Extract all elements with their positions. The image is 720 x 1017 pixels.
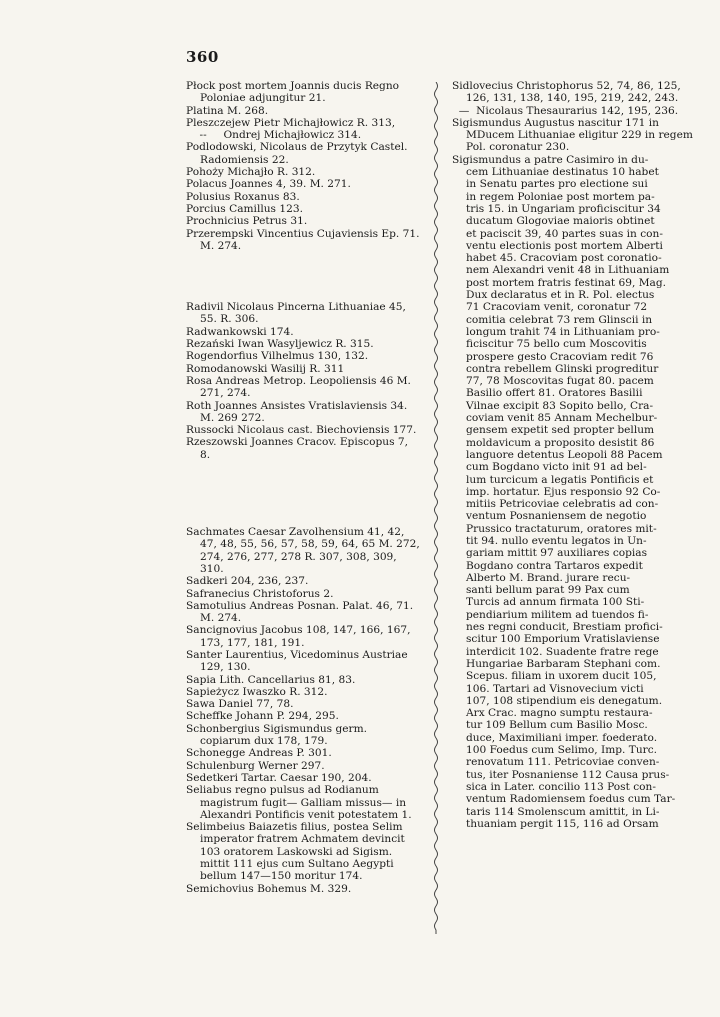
index-entry: Rogendorfius Vilhelmus 130, 132.: [186, 350, 369, 363]
index-entry: Sigismundus Augustus nascitur 171 in MDucem Lithuaniae eligitur 229 in regem Pol. coronatur 230.: [452, 116, 697, 154]
text-line: languore detentus Leopoli 88 Pacem: [466, 448, 663, 461]
index-entry: Prochnicius Petrus 31.: [186, 215, 308, 228]
text-line: post mortem fratris festinat 69, Mag.: [466, 276, 667, 289]
index-entry: Radivil Nicolaus Pincerna Lithuaniae 45, 55. R. 306.: [186, 301, 410, 326]
index-entry: Rzeszowski Joannes Cracov. Episcopus 7, 8.: [186, 436, 412, 461]
index-entry: Santer Laurentius, Vicedominus Austriae 129, 130.: [186, 648, 412, 674]
text-line: nes regni conducit, Brestiam profici-: [466, 621, 663, 634]
text-line: Vilnae excipit 83 Sopito bello, Cra-: [466, 399, 654, 412]
text-line: Basilio offert 81. Oratores Basilii: [466, 387, 643, 400]
index-entry: Radwankowski 174.: [186, 325, 294, 338]
text-line: ficiscitur 75 bello cum Moscovitis: [466, 338, 647, 351]
text-line: interdicit 102. Suadente fratre rege: [466, 645, 659, 658]
text-line: renovatum 111. Petricoviae conven-: [466, 756, 660, 769]
page-number: 360: [186, 48, 219, 66]
text-line: ventu electionis post mortem Alberti: [466, 239, 663, 252]
text-line: in regem Poloniae post mortem pa-: [466, 190, 655, 203]
text-line: 100 Foedus cum Selimo, Imp. Turc.: [466, 744, 658, 757]
text-line: 77, 78 Moscovitas fugat 80. pacem: [466, 375, 654, 388]
text-line: Dux declaratus et in R. Pol. electus: [466, 289, 655, 302]
text-line: ventum Radomiensem foedus cum Tar-: [466, 793, 676, 806]
text-line: mitiis Petricoviae celebratis ad con-: [466, 498, 659, 511]
text-line: thuaniam pergit 115, 116 ad Orsam: [466, 817, 659, 830]
section-gap: [186, 461, 420, 526]
sigismundus-entry: [452, 154, 694, 830]
index-entry: Safranecius Christoforus 2.: [186, 587, 334, 600]
index-entry: Russocki Nicolaus cast. Biechoviensis 177.: [186, 424, 417, 437]
index-entry: Scheffke Johann P. 294, 295.: [186, 710, 339, 723]
text-line: nem Alexandri venit 48 in Lithuaniam: [466, 264, 670, 277]
text-line: tit 94. nullo eventu legatos in Un-: [466, 534, 647, 547]
text-line: cum Bogdano victo init 91 ad bel-: [466, 461, 647, 474]
text-line: 107, 108 stipendium eis denegatum.: [466, 694, 663, 707]
index-entry: Przerempski Vincentius Cujaviensis Ep. 71. M. 274.: [186, 227, 423, 252]
right-column: [452, 80, 697, 830]
index-entry: Seliabus regno pulsus ad Rodianum magistrum fugit— Galliam missus— in Alexandri Pontificis venit potestatem 1.: [186, 784, 412, 821]
text-line: ventum Posnaniensem de negotio: [466, 510, 647, 523]
index-entry: Romodanowski Wasilij R. 311: [186, 362, 345, 375]
text-line: cem Lithuaniae destinatus 10 habet: [466, 166, 659, 179]
text-line: Arx Crac. magno sumptu restaura-: [466, 707, 653, 720]
text-line: in Senatu partes pro electione sui: [466, 178, 648, 191]
index-entry: Schulenburg Werner 297.: [186, 759, 325, 772]
index-entry: Podlodowski, Nicolaus de Przytyk Castel. Radomiensis 22.: [186, 141, 411, 166]
text-line: moldavicum a proposito desistit 86: [466, 436, 655, 449]
index-entry: Sedetkeri Tartar. Caesar 190, 204.: [186, 771, 372, 784]
index-entry: Roth Joannes Ansistes Vratislaviensis 34. M. 269 272.: [186, 399, 411, 424]
index-entry: Sapia Lith. Cancellarius 81, 83.: [186, 673, 356, 686]
s-entries: [186, 526, 424, 895]
index-entry: Selimbeius Baiazetis filius, postea Selim imperator fratrem Achmatem devincit 103 oratorem Laskowski ad Sigism. mittit 111 ejus cum Sultano Aegypti bellum 147—150 moritur 174.: [186, 821, 409, 883]
r-entries: [186, 301, 420, 461]
text-line: tus, iter Posnaniense 112 Causa prus-: [466, 768, 670, 781]
index-entry: Sapieżycz Iwaszko R. 312.: [186, 685, 328, 698]
text-line: Scepus. filiam in uxorem ducit 105,: [466, 670, 657, 683]
index-entry: Pleszczejew Pietr Michajłowicz R. 313,: [186, 116, 396, 129]
index-entry: Schonbergius Sigismundus germ. copiarum dux 178, 179.: [186, 722, 371, 748]
text-line: Prussico tractaturum, oratores mit-: [466, 522, 657, 535]
text-line: 71 Cracoviam venit, coronatur 72: [466, 301, 648, 314]
text-line: pendiarium militem ad tuendos fi-: [466, 608, 649, 621]
text-line: duce, Maximiliani imper. foederato.: [466, 731, 658, 744]
text-line: comitia celebrat 73 rem Glinscii in: [466, 313, 653, 326]
text-line: 106. Tartari ad Visnovecium victi: [466, 682, 644, 695]
index-entry: Platina M. 268.: [186, 104, 269, 117]
index-entry: Płock post mortem Joannis ducis Regno Poloniae adjungitur 21.: [186, 80, 403, 105]
text-line: Sigismundus a patre Casimiro in du-: [452, 153, 649, 166]
column-separator: [430, 82, 442, 934]
text-line: gariam mittit 97 auxiliares copias: [466, 547, 648, 560]
text-line: Turcis ad annum firmata 100 Sti-: [466, 596, 645, 609]
text-line: tris 15. in Ungariam proficiscitur 34: [466, 202, 661, 215]
text-line: sica in Later. concilio 113 Post con-: [466, 780, 656, 793]
text-line: santi bellum parat 99 Pax cum: [466, 584, 630, 597]
text-line: prospere gesto Cracoviam redit 76: [466, 350, 654, 363]
text-line: lum turcicum a legatis Pontificis et: [466, 473, 654, 486]
index-entry: — Nicolaus Thesaurarius 142, 195, 236.: [452, 104, 679, 117]
text-line: scitur 100 Emporium Vratislaviense: [466, 633, 660, 646]
index-entry: Rosa Andreas Metrop. Leopoliensis 46 M. 271, 274.: [186, 374, 415, 400]
text-line: coviam venit 85 Annam Mechelbur-: [466, 412, 658, 425]
text-line: et paciscit 39, 40 partes suas in con-: [466, 227, 663, 240]
text-line: Alberto M. Brand. jurare recu-: [466, 571, 631, 584]
text-line: Bogdano contra Tartaros expedit: [466, 559, 643, 572]
index-entry: Sawa Daniel 77, 78.: [186, 698, 294, 711]
index-entry: Porcius Camillus 123.: [186, 202, 303, 215]
text-line: gensem expetit sed propter bellum: [466, 424, 655, 437]
index-entry: Semichovius Bohemus M. 329.: [186, 882, 352, 895]
text-line: Hungariae Barbaram Stephani com.: [466, 657, 661, 670]
index-entry: Schonegge Andreas P. 301.: [186, 747, 332, 760]
text-line: ducatum Glogoviae maioris obtinet: [466, 215, 655, 228]
text-line: longum trahit 74 in Lithuaniam pro-: [466, 325, 660, 338]
text-line: taris 114 Smolenscum amittit, in Li-: [466, 805, 660, 818]
index-entry: -- Ondrej Michajłowicz 314.: [186, 129, 362, 142]
section-gap: [186, 252, 420, 301]
index-entry: Rezański Iwan Wasyljewicz R. 315.: [186, 338, 374, 351]
index-entry: Sachmates Caesar Zavolhensium 41, 42, 47, 48, 55, 56, 57, 58, 59, 64, 65 M. 272, 274, 276, 277, 278 R. 307, 308, 309, 310.: [186, 526, 424, 575]
left-column: [186, 80, 424, 895]
index-entry: Sadkeri 204, 236, 237.: [186, 575, 309, 588]
text-line: contra rebellem Glinski progreditur: [466, 362, 659, 375]
text-line: tur 109 Bellum cum Basilio Mosc.: [466, 719, 648, 732]
index-entry: Samotulius Andreas Posnan. Palat. 46, 71. M. 274.: [186, 599, 417, 625]
text-line: habet 45. Cracoviam post coronatio-: [466, 252, 662, 265]
index-entry: Sidlovecius Christophorus 52, 74, 86, 125, 126, 131, 138, 140, 195, 219, 242, 243.: [452, 80, 685, 105]
index-entry: Polacus Joannes 4, 39. M. 271.: [186, 178, 351, 191]
index-entry: Pohoży Michajło R. 312.: [186, 166, 316, 179]
index-entry: Polusius Roxanus 83.: [186, 190, 300, 203]
index-entry: Sancignovius Jacobus 108, 147, 166, 167, 173, 177, 181, 191.: [186, 624, 414, 649]
p-entries: [186, 80, 423, 252]
text-line: imp. hortatur. Ejus responsio 92 Co-: [466, 485, 661, 498]
